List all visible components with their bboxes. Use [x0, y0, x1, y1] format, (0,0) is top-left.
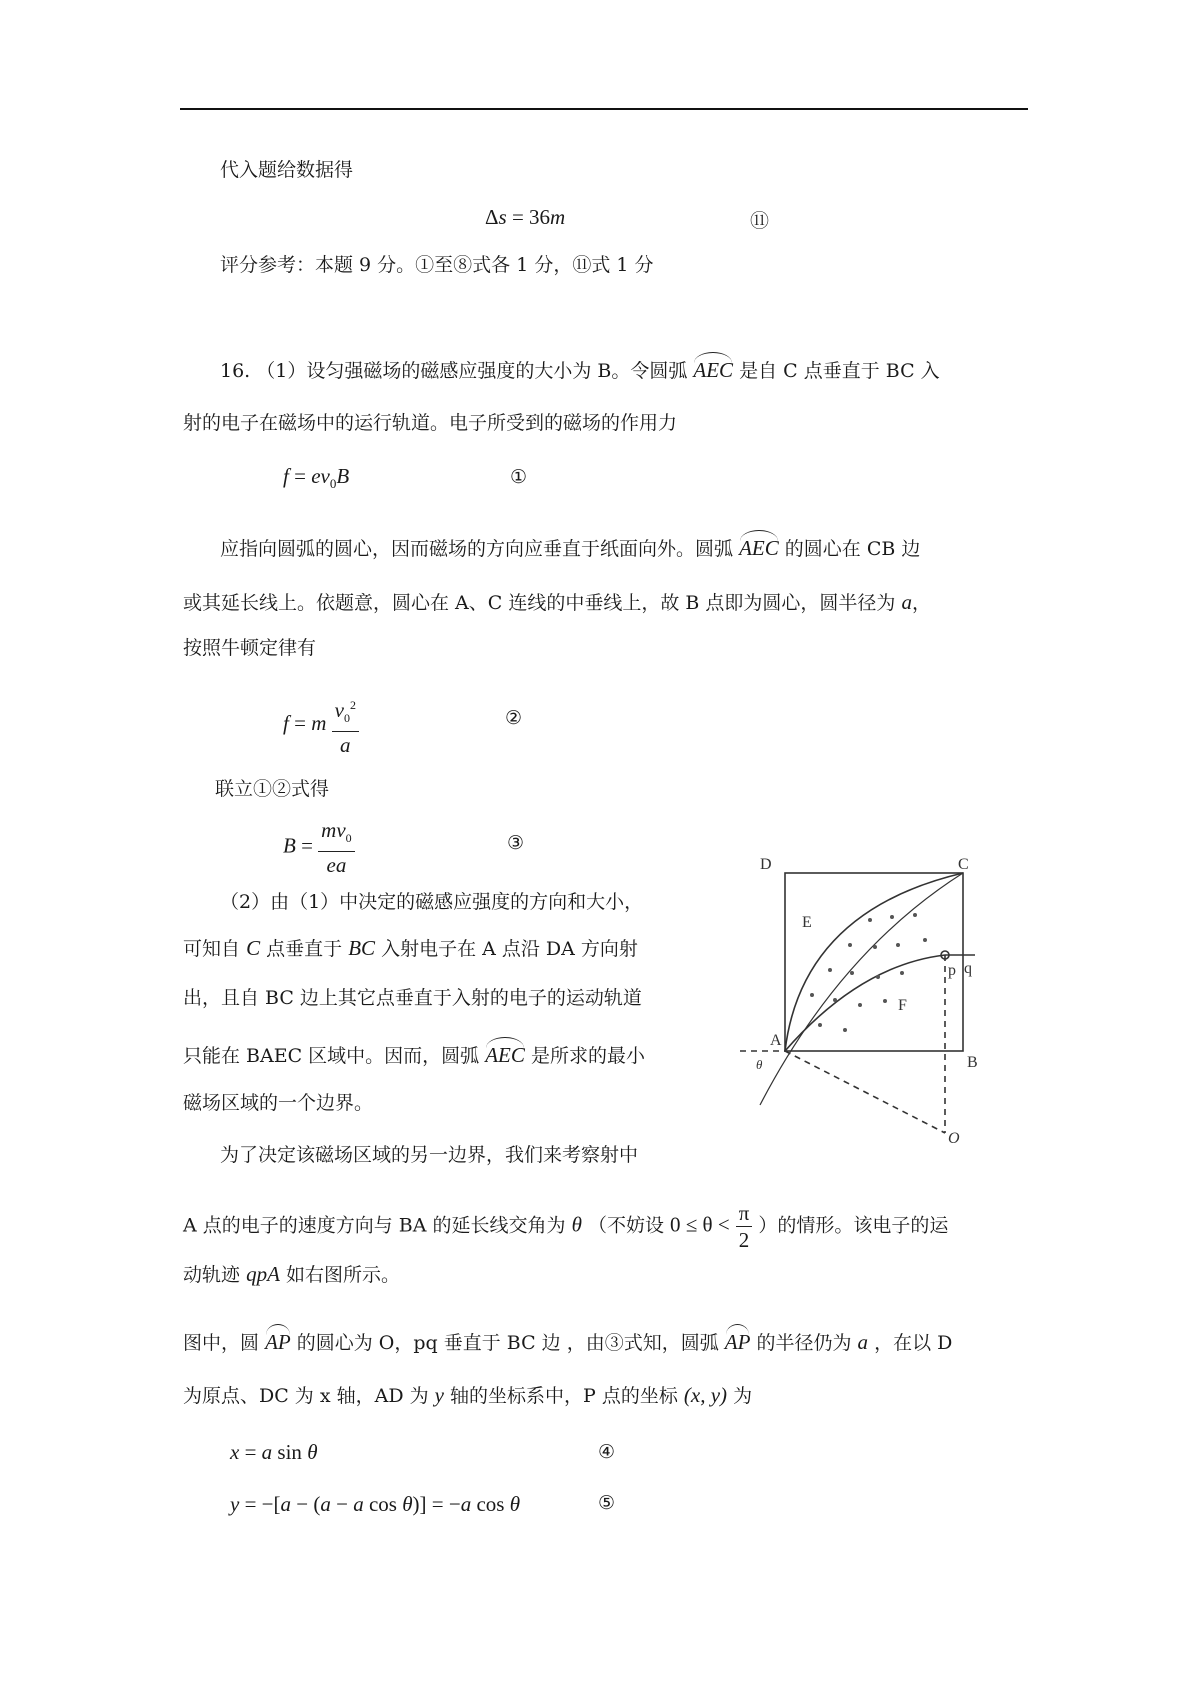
text-line: 为原点、DC 为 x 轴，AD 为 y 轴的坐标系中，P 点的坐标 (x, y) 为: [183, 1383, 753, 1407]
field-dots: [810, 913, 927, 1032]
text-line: 可知自 C 点垂直于 BC 入射电子在 A 点沿 DA 方向射: [183, 936, 638, 960]
problem-16-line: 16. （1）设匀强磁场的磁感应强度的大小为 B。令圆弧 AEC 是自 C 点垂直于 BC 入: [220, 358, 940, 382]
arc-aec: AEC: [485, 1043, 525, 1067]
label-c: C: [958, 856, 969, 873]
equation-5: y = −[a − (a − a cos θ)] = −a cos θ: [230, 1492, 521, 1516]
text-line: 为了决定该磁场区域的另一边界，我们来考察射中: [220, 1144, 639, 1166]
label-q: q: [964, 960, 972, 977]
text-line: 磁场区域的一个边界。: [183, 1092, 374, 1114]
equation-2: f = m $\frac{v_0^2}{a}$: [283, 692, 359, 758]
equation-marker: ⑤: [598, 1492, 616, 1514]
magnetic-field-diagram: [720, 855, 980, 1145]
square-dcba: [785, 873, 963, 1051]
trajectory-qpa: [785, 955, 945, 1051]
equation-marker: ④: [598, 1441, 616, 1463]
arc-ap: AP: [724, 1330, 751, 1354]
arc-afc-curve: [760, 873, 963, 1105]
text-line: 只能在 BAEC 区域中。因而，圆弧 AEC 是所求的最小: [183, 1043, 645, 1067]
equation-marker: ②: [505, 707, 523, 729]
equation-1: $f = ev_0B$: [283, 464, 350, 492]
text-line: 射的电子在磁场中的运行轨道。电子所受到的磁场的作用力: [183, 412, 678, 434]
equation-delta-s: Δs = 36m: [485, 205, 566, 229]
text-line: 应指向圆弧的圆心，因而磁场的方向应垂直于纸面向外。圆弧 AEC 的圆心在 CB 边: [220, 536, 921, 560]
text-line: 代入题给数据得: [220, 159, 354, 181]
equation-marker: ③: [507, 832, 525, 854]
equation-4: x = a sin θ: [230, 1440, 318, 1464]
dashed-ao: [785, 1051, 945, 1133]
label-b: B: [967, 1054, 978, 1071]
label-theta: θ: [756, 1057, 763, 1072]
label-o: O: [948, 1130, 960, 1145]
equation-marker: ⑪: [750, 210, 770, 232]
equation-3: B = $\frac{mv_0}{ea}$: [283, 817, 355, 878]
equation-marker: ①: [510, 466, 528, 488]
arc-ap: AP: [265, 1330, 291, 1354]
header-rule: [180, 108, 1028, 110]
text-line: 出，且自 BC 边上其它点垂直于入射的电子的运动轨道: [183, 987, 642, 1009]
text-line: 联立①②式得: [215, 778, 330, 800]
label-e: E: [802, 914, 812, 931]
text-line: A 点的电子的速度方向与 BA 的延长线交角为 θ （不妨设 0 ≤ θ < $\frac{\pi}{2}$ ）的情形。该电子的运: [183, 1201, 949, 1252]
text-line: （2）由（1）中决定的磁感应强度的方向和大小，: [220, 891, 644, 913]
arc-aec-curve: [785, 873, 963, 1051]
label-a: A: [770, 1032, 782, 1049]
text-line: 动轨迹 qpA 如右图所示。: [183, 1262, 400, 1286]
text-line: 按照牛顿定律有: [183, 637, 317, 659]
label-p: p: [948, 962, 956, 979]
scoring-note: 评分参考：本题 9 分。①至⑧式各 1 分，⑪式 1 分: [220, 254, 654, 276]
arc-aec: AEC: [693, 358, 734, 382]
text-line: 或其延长线上。依题意，圆心在 A、C 连线的中垂线上，故 B 点即为圆心，圆半径为 a，: [183, 590, 931, 614]
text-line: 图中，圆 AP 的圆心为 O，pq 垂直于 BC 边 ，由③式知，圆弧 AP 的半径仍为 a ，在以 D: [183, 1330, 953, 1354]
label-f: F: [898, 997, 907, 1014]
label-d: D: [760, 856, 772, 873]
arc-aec: AEC: [739, 536, 779, 560]
